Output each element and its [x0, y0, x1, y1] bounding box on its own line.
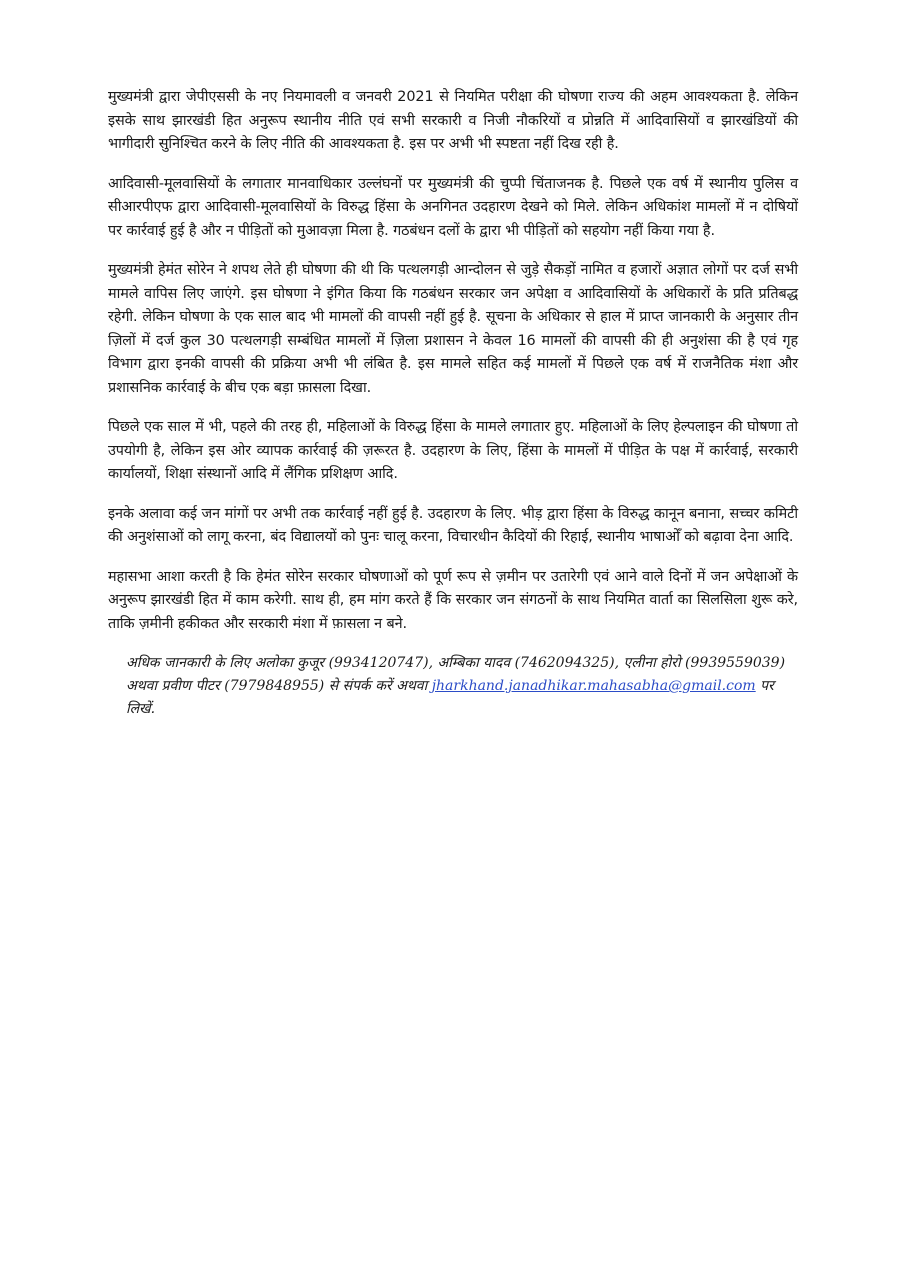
- email-link[interactable]: jharkhand.janadhikar.mahasabha@gmail.com: [431, 678, 756, 694]
- contact-information: [126, 652, 796, 721]
- paragraph-violence-against-women: पिछले एक साल में भी, पहले की तरह ही, महिलाओं के विरुद्ध हिंसा के मामले लगातार हुए. महिलाओं के लिए हेल्पलाइन की घोषणा तो उपयोगी है, लेकिन इस ओर व्यापक कार्रवाई की ज़रूरत है. उदहारण के लिए, हिंसा के मामलों में पीड़ित के पक्ष में कार्रवाई, सरकारी कार्यालयों, शिक्षा संस्थानों आदि में लैंगिक प्रशिक्षण आदि.: [108, 419, 798, 482]
- contact-text: अधिक जानकारी के लिए अलोका कुजूर (9934120747), अम्बिका यादव (7462094325), एलीना होरो (9939559039) अथवा प्रवीण पीटर (7979848955) से संपर्क करें अथवा: [126, 655, 786, 694]
- paragraph-jpsc-recruitment: मुख्यमंत्री द्वारा जेपीएससी के नए नियमावली व जनवरी 2021 से नियमित परीक्षा की घोषणा राज्य की अहम आवश्यकता है. लेकिन इसके साथ झारखंडी हित अनुरूप स्थानीय नीति एवं सभी सरकारी व निजी नौकरियों व प्रोन्नति में आदिवासियों व झारखंडियों की भागीदारी सुनिश्चित करने के लिए नीति की आवश्यकता है. इस पर अभी भी स्पष्टता नहीं दिख रही है.: [108, 89, 798, 152]
- document-page: [108, 86, 798, 721]
- paragraph-pending-demands: इनके अलावा कई जन मांगों पर अभी तक कार्रवाई नहीं हुई है. उदहारण के लिए. भीड़ द्वारा हिंसा के विरुद्ध कानून बनाना, सच्चर कमिटी की अनुशंसाओं को लागू करना, बंद विद्यालयों को पुनः चालू करना, विचारधीन कैदियों की रिहाई, स्थानीय भाषाओँ को बढ़ावा देना आदि.: [108, 505, 798, 545]
- contact-text-suffix: पर लिखें.: [126, 678, 774, 717]
- paragraph-pathalgadi-cases: मुख्यमंत्री हेमंत सोरेन ने शपथ लेते ही घोषणा की थी कि पत्थलगड़ी आन्दोलन से जुड़े सैकड़ों नामित व हजारों अज्ञात लोगों पर दर्ज सभी मामले वापिस लिए जाएंगे. इस घोषणा ने इंगित किया कि गठबंधन सरकार जन अपेक्षा व आदिवासियों के अधिकारों के प्रति प्रतिबद्ध रहेगी. लेकिन घोषणा के एक साल बाद भी मामलों की वापसी नहीं हुई है. सूचना के अधिकार से हाल में प्राप्त जानकारी के अनुसार तीन ज़िलों में दर्ज कुल 30 पत्थलगड़ी सम्बंधित मामलों में ज़िला प्रशासन ने केवल 16 मामलों की वापसी की ही अनुशंसा की है एवं गृह विभाग द्वारा इनकी वापसी की प्रक्रिया अभी भी लंबित है. इस मामले सहित कई मामलों में पिछले एक वर्ष में राजनैतिक मंशा और प्रशासनिक कार्रवाई के बीच एक बड़ा फ़ासला दिखा.: [108, 262, 798, 396]
- paragraph-mahasabha-expectations: महासभा आशा करती है कि हेमंत सोरेन सरकार घोषणाओं को पूर्ण रूप से ज़मीन पर उतारेगी एवं आने वाले दिनों में जन अपेक्षाओं के अनुरूप झारखंडी हित में काम करेगी. साथ ही, हम मांग करते हैं कि सरकार जन संगठनों के साथ नियमित वार्ता का सिलसिला शुरू करे, ताकि ज़मीनी हकीकत और सरकारी मंशा में फ़ासला न बने.: [108, 568, 798, 632]
- paragraph-human-rights-violations: आदिवासी-मूलवासियों के लगातार मानवाधिकार उल्लंघनों पर मुख्यमंत्री की चुप्पी चिंताजनक है. पिछले एक वर्ष में स्थानीय पुलिस व सीआरपीएफ द्वारा आदिवासी-मूलवासियों के विरुद्ध हिंसा के अनगिनत उदहारण देखने को मिले. लेकिन अधिकांश मामलों में न दोषियों पर कार्रवाई हुई है और न पीड़ितों को मुआवज़ा मिला है. गठबंधन दलों के द्वारा भी पीड़ितों को सहयोग नहीं किया गया है.: [108, 175, 798, 239]
